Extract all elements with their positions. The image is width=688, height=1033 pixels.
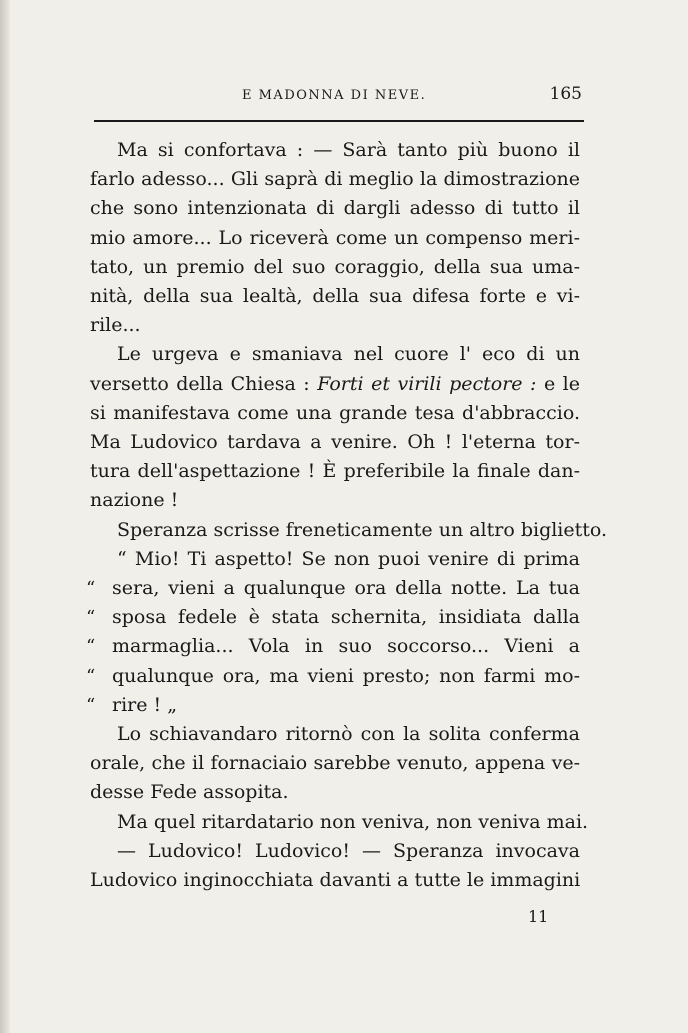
quote-line xyxy=(86,691,580,720)
text-line: mio amore... Lo riceverà come un compenso meri- xyxy=(90,226,580,249)
text-line: Speranza scrisse freneticamente un altro biglietto. xyxy=(117,518,608,541)
text-line: Le urgeva e smaniava nel cuore l' eco di un xyxy=(117,343,580,366)
text-line: Ma si confortava : — Sarà tanto più buono il xyxy=(117,139,580,161)
quote-text: sposa fedele è stata schernita, insidiata dalla xyxy=(112,606,580,629)
text-line: Lo schiavandaro ritornò con la solita conferma xyxy=(117,723,580,746)
page-edge xyxy=(0,0,10,1033)
quote-mark: “ xyxy=(86,665,96,687)
quote-mark: “ xyxy=(86,636,96,658)
text-line: farlo adesso... Gli saprà di meglio la dimostrazione xyxy=(90,168,580,191)
text-line-with-citation xyxy=(90,370,580,399)
signature-mark: 11 xyxy=(528,907,549,926)
latin-citation: Forti et virili pectore : xyxy=(317,372,537,395)
text-line: nazione ! xyxy=(90,489,179,512)
page-header xyxy=(92,86,580,108)
text-line: Ma Ludovico tardava a venire. Oh ! l'eterna tor- xyxy=(90,431,580,454)
page-number: 165 xyxy=(549,84,582,104)
running-title: E MADONNA DI NEVE. xyxy=(242,88,427,103)
quote-mark: “ xyxy=(86,694,96,716)
text-segment: versetto della Chiesa : xyxy=(90,372,310,395)
quote-mark: “ xyxy=(86,578,96,600)
text-line: rile... xyxy=(90,314,141,337)
body-text xyxy=(86,136,608,895)
text-line: Ludovico inginocchiata davanti a tutte le immagini xyxy=(90,869,581,892)
quote-line: “ Mio! Ti aspetto! Se non puoi venire di prima xyxy=(117,547,580,570)
quote-text: rire ! „ xyxy=(112,693,178,716)
quote-line xyxy=(86,632,580,661)
quote-mark: “ xyxy=(86,607,96,629)
text-line: tato, un premio del suo coraggio, della sua uma- xyxy=(90,255,580,278)
text-line: orale, che il fornaciaio sarebbe venuto, appena ve- xyxy=(90,752,580,775)
text-line: si manifestava come una grande tesa d'abbraccio. xyxy=(90,401,580,424)
text-line: — Ludovico! Ludovico! — Speranza invocava xyxy=(117,839,580,862)
header-rule xyxy=(94,120,584,122)
text-line: nità, della sua lealtà, della sua difesa forte e vi- xyxy=(90,285,580,308)
quote-line xyxy=(86,662,580,691)
text-line: Ma quel ritardatario non veniva, non veniva mai. xyxy=(117,810,589,833)
text-segment: e le xyxy=(543,372,580,395)
quote-text: sera, vieni a qualunque ora della notte. La tua xyxy=(112,577,580,600)
text-line: desse Fede assopita. xyxy=(90,781,289,804)
text-line: che sono intenzionata di dargli adesso di tutto il xyxy=(90,197,580,220)
quote-text: marmaglia... Vola in suo soccorso... Vieni a xyxy=(112,635,580,658)
quote-line xyxy=(86,603,580,632)
quote-line xyxy=(86,574,580,603)
quote-text: qualunque ora, ma vieni presto; non farmi mo- xyxy=(112,664,580,687)
text-line: tura dell'aspettazione ! È preferibile la finale dan- xyxy=(90,460,580,483)
